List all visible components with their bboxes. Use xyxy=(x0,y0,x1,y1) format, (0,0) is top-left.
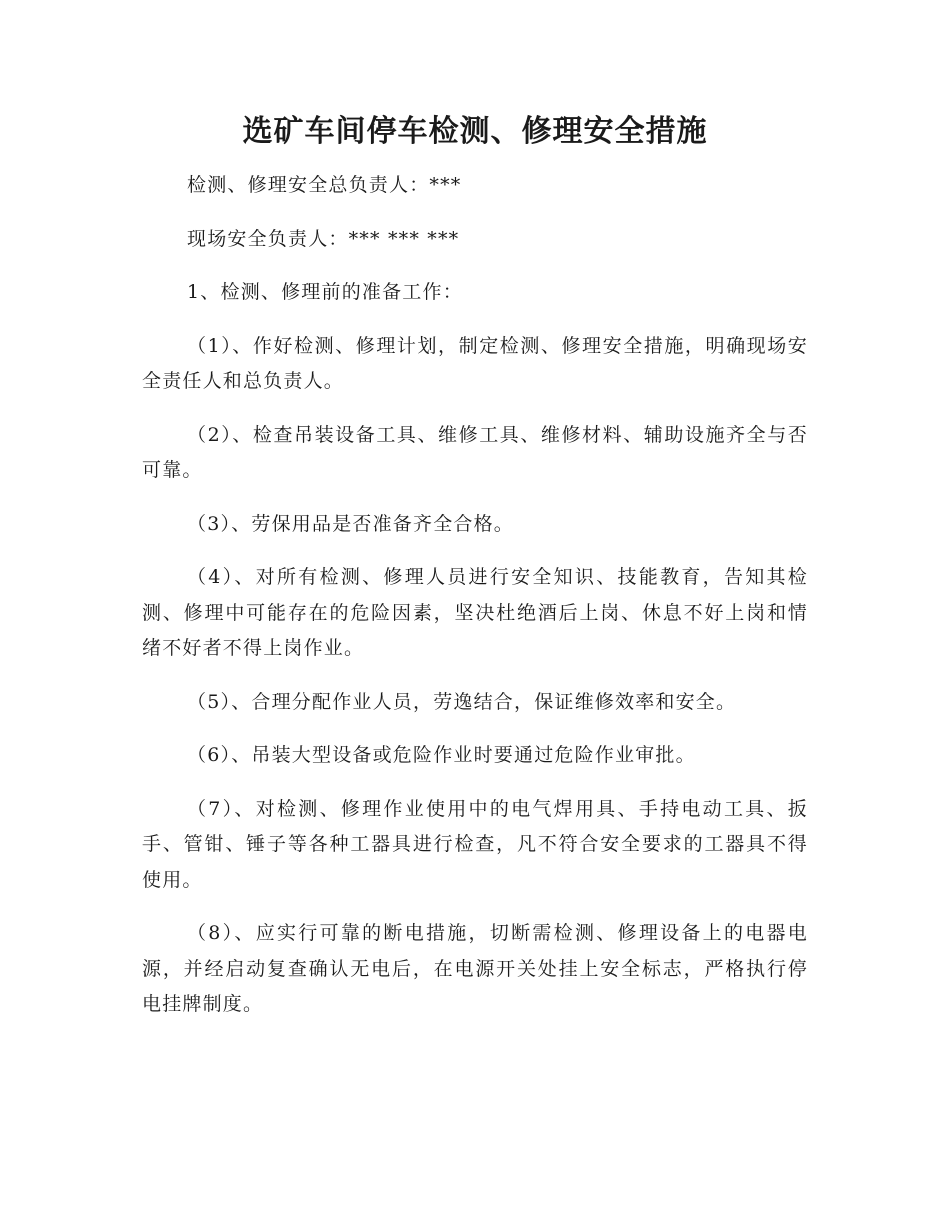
section-heading-preparation: 1、检测、修理前的准备工作： xyxy=(187,281,463,303)
list-item-8: （8）、应实行可靠的断电措施，切断需检测、修理设备上的电器电源，并经启动复查确认无电后，在电源开关处挂上安全标志，严格执行停电挂牌制度。 xyxy=(142,922,808,1015)
list-item-2: （2）、检查吊装设备工具、维修工具、维修材料、辅助设施齐全与否可靠。 xyxy=(142,423,808,481)
list-item-4: （4）、对所有检测、修理人员进行安全知识、技能教育，告知其检测、修理中可能存在的危险因素，坚决杜绝酒后上岗、休息不好上岗和情绪不好者不得上岗作业。 xyxy=(142,566,808,659)
list-item-3: （3）、劳保用品是否准备齐全合格。 xyxy=(187,512,514,535)
list-item-7: （7）、对检测、修理作业使用中的电气焊用具、手持电动工具、扳手、管钳、锤子等各种工器具进行检查，凡不符合安全要求的工器具不得使用。 xyxy=(142,797,808,891)
document-body xyxy=(142,168,808,1041)
document-title: 选矿车间停车检测、修理安全措施 xyxy=(242,114,708,149)
site-safety-leaders: 现场安全负责人：*** *** *** xyxy=(187,227,460,250)
overall-safety-leader: 检测、修理安全总负责人：*** xyxy=(187,174,462,196)
list-item-1: （1）、作好检测、修理计划，制定检测、修理安全措施，明确现场安全责任人和总负责人。 xyxy=(142,334,808,392)
list-item-5: （5）、合理分配作业人员，劳逸结合，保证维修效率和安全。 xyxy=(187,690,737,713)
list-item-6: （6）、吊装大型设备或危险作业时要通过危险作业审批。 xyxy=(187,744,696,766)
